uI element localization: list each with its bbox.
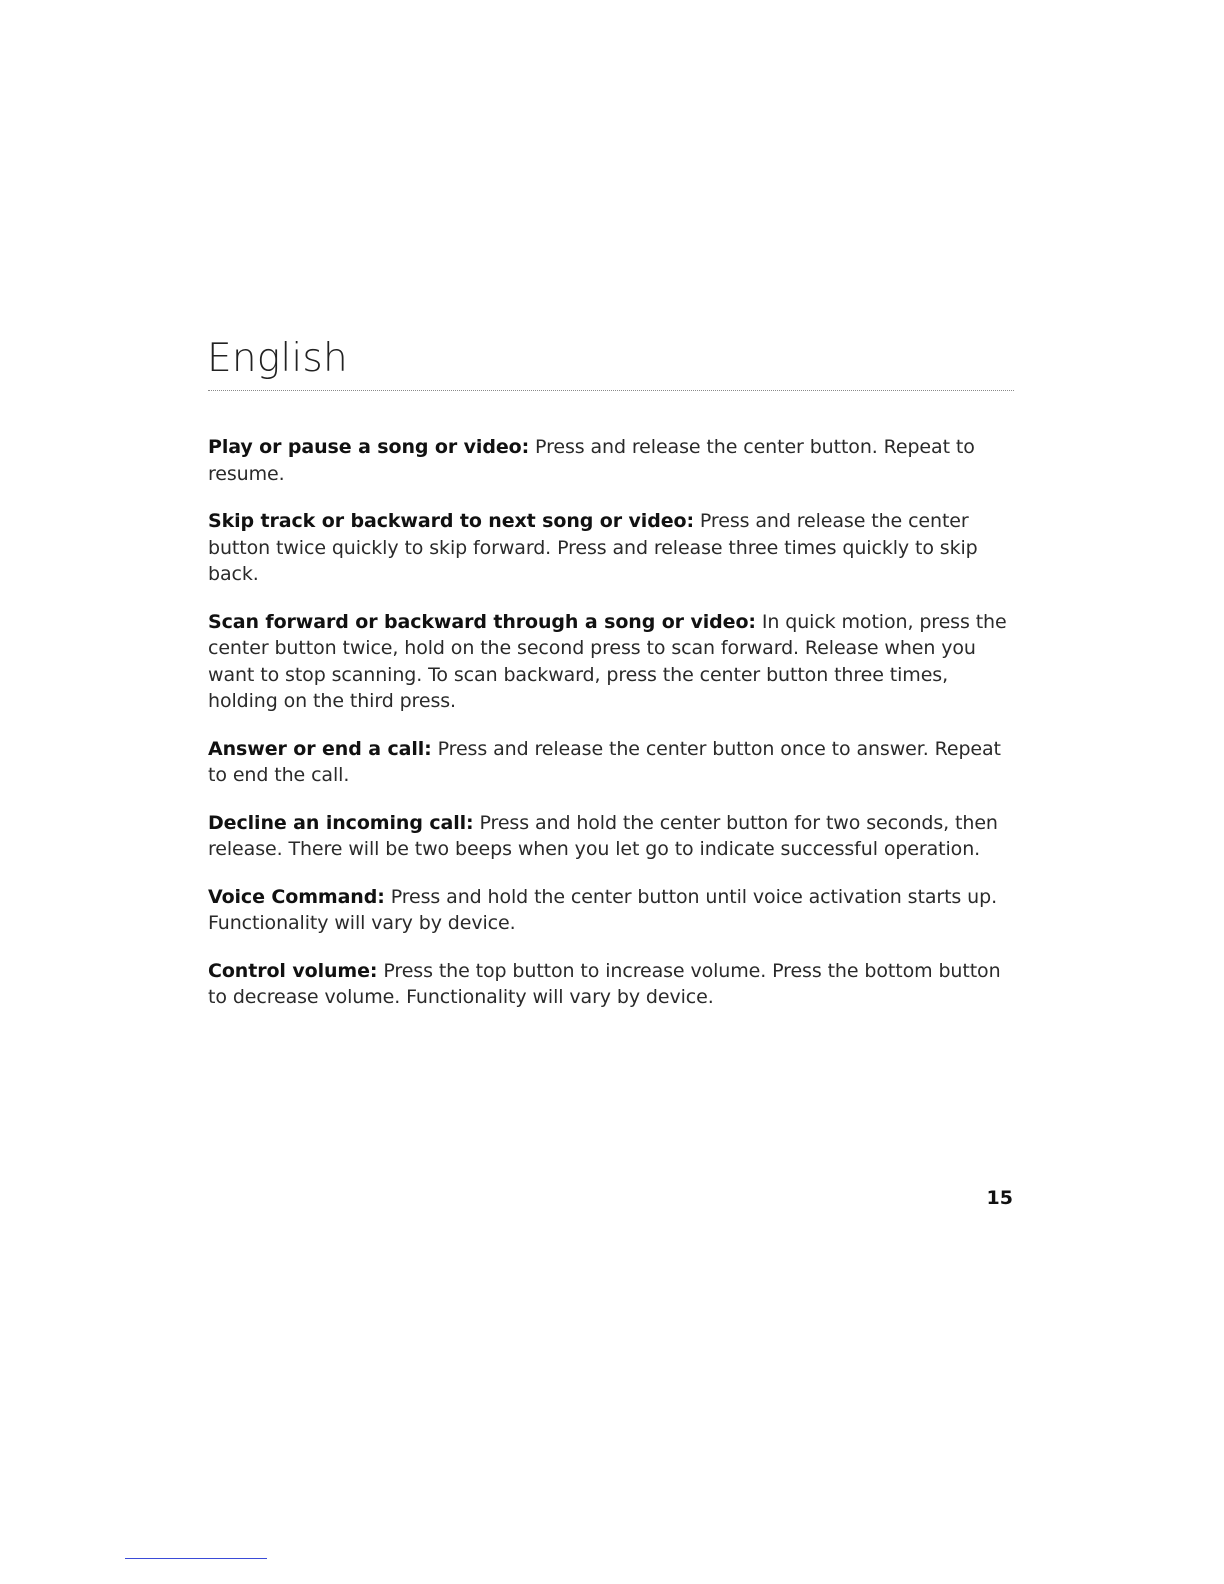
instruction-term: Control volume:	[208, 959, 378, 982]
footnote-divider	[125, 1558, 267, 1559]
instruction-scan	[208, 609, 1014, 715]
instruction-voice-command	[208, 884, 1014, 937]
instruction-term: Answer or end a call:	[208, 737, 432, 760]
instruction-term: Voice Command:	[208, 885, 385, 908]
instruction-text: Press and hold the center button for two seconds, then release. There will be two beeps when you let go to indicate successful operation.	[208, 811, 998, 860]
instruction-text: Press the top button to increase volume. Press the bottom button to decrease volume. Functionality will vary by device.	[208, 959, 1001, 1008]
instruction-control-volume	[208, 958, 1014, 1011]
instruction-term: Play or pause a song or video:	[208, 436, 530, 458]
instruction-skip-track	[208, 508, 1014, 588]
title-divider	[208, 390, 1014, 391]
instruction-answer-end-call	[208, 736, 1014, 789]
instruction-decline-call	[208, 810, 1014, 863]
instruction-term: Skip track or backward to next song or video:	[208, 510, 694, 532]
instruction-text: Press and release the center button. Repeat to resume.	[208, 436, 975, 485]
instruction-list	[208, 434, 1014, 1032]
section-title: English	[207, 336, 348, 381]
instruction-text: Press and release the center button once to answer. Repeat to end the call.	[208, 737, 1001, 786]
instruction-text: In quick motion, press the center button twice, hold on the second press to scan forward. Release when you want to stop scanning. To scan backward, press the center button three times, holding on the third press.	[208, 610, 1007, 712]
instruction-term: Decline an incoming call:	[208, 811, 474, 834]
instruction-text: Press and hold the center button until voice activation starts up. Functionality will vary by device.	[208, 885, 998, 934]
page-number: 15	[986, 1187, 1013, 1209]
instruction-text: Press and release the center button twice quickly to skip forward. Press and release three times quickly to skip back.	[208, 510, 978, 585]
instruction-term: Scan forward or backward through a song or video:	[208, 610, 756, 633]
instruction-play-pause	[208, 434, 1014, 487]
